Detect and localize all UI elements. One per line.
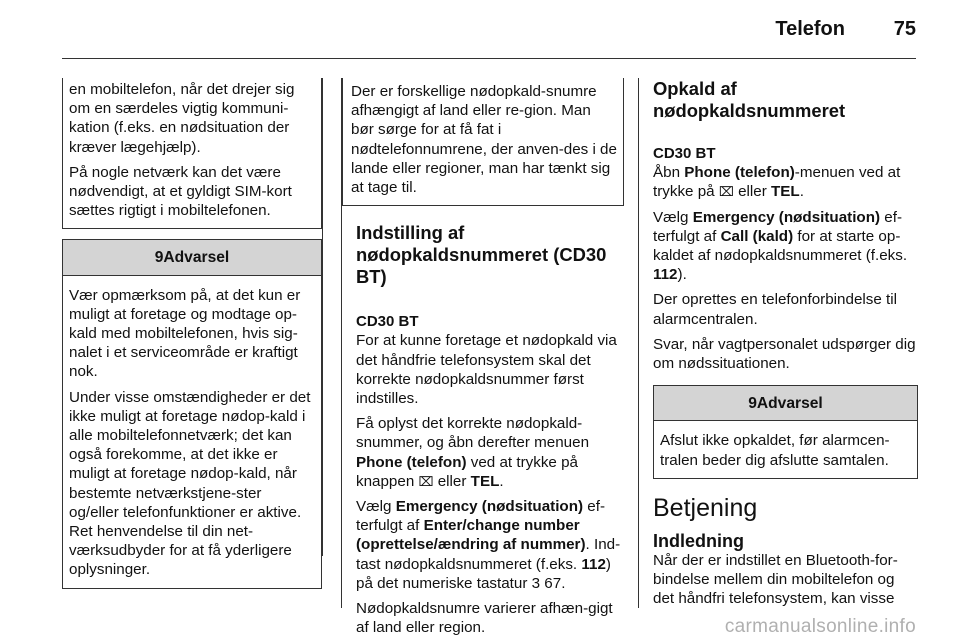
paragraph: Der oprettes en telefonforbindelse til alarmcentralen. xyxy=(653,291,897,328)
paragraph: Vælg Emergency (nødsituation) ef-terfulgt af Call (kald) for at starte op-kaldet af nødopkaldsnummeret (f.eks. 112). xyxy=(653,208,908,284)
warning-box xyxy=(653,385,918,479)
paragraph: Nødopkaldsnumre varierer afhæn-gigt af land eller region. xyxy=(356,600,613,637)
page-header xyxy=(0,0,960,62)
watermark: carmanualsonline.info xyxy=(724,615,916,637)
chapter-heading: Betjening xyxy=(653,493,758,522)
paragraph: Åbn Phone (telefon)-menuen ved at trykke på ⌧ eller TEL. xyxy=(653,164,901,201)
warning-text: Afslut ikke opkaldet, før alarmcen-tralen beder dig afslutte samtalen. xyxy=(660,432,890,469)
header-rule xyxy=(62,58,916,59)
warning-body xyxy=(654,421,917,477)
column-2 xyxy=(351,78,622,643)
paragraph: For at kunne foretage et nødopkald via det håndfrie telefonsystem skal det korrekte nødopkaldsnummer først indstilles. xyxy=(356,332,617,408)
warning-paragraph-1: Vær opmærksom på, at det kun er muligt at foretage og modtage op-kald med mobiltelefonen, hvis sig-nalet i et serviceområde er kraftigt nok. xyxy=(69,286,301,381)
warning-body xyxy=(63,276,321,588)
page-reference-icon: 3 xyxy=(531,574,541,592)
warning-paragraph-2: Under visse omstændigheder er det ikke muligt at foretage nødop-kald i alle mobiltelefonnetværk; det kan også forekomme, at det ikke er muligt at foretage nødop-kald, når bestemte netværkstjene-ster og/eller telefonfunktioner er aktive. Ret henvendelse til din net-værksudbyder for at få yderligere oplysninger. xyxy=(69,388,311,579)
info-box xyxy=(342,78,624,206)
warning-header: 9Advarsel xyxy=(63,240,321,275)
page-title: Telefon xyxy=(775,18,845,40)
page-number: 75 xyxy=(893,18,916,40)
subheading: CD30 BT xyxy=(356,313,419,331)
continued-note-box xyxy=(62,78,322,229)
subheading: CD30 BT xyxy=(653,145,716,162)
subsection-heading: Indledning xyxy=(653,530,744,551)
note-paragraph-2: På nogle netværk kan det være nødvendigt, at et gyldigt SIM-kort sættes rigtigt i mobiltelefonen. xyxy=(69,163,292,220)
column-1 xyxy=(62,78,322,589)
warning-header: 9Advarsel xyxy=(654,386,917,421)
column-divider xyxy=(322,78,323,556)
column-3 xyxy=(653,78,918,614)
paragraph: Få oplyst det korrekte nødopkald-snummer, og åbn derefter menuen Phone (telefon) ved at trykke på knappen ⌧ eller TEL. xyxy=(356,415,590,490)
paragraph: Når der er indstillet en Bluetooth-for-bindelse mellem din mobiltelefon og det håndfri telefonsystem, kan visse xyxy=(653,551,898,608)
note-paragraph-1: en mobiltelefon, når det drejer sig om en særdeles vigtig kommuni- kation (f.eks. en nødsituation der kræver lægehjælp). xyxy=(69,81,295,156)
phone-icon: ⌧ xyxy=(418,473,434,489)
warning-icon: 9 xyxy=(154,249,164,267)
phone-icon: ⌧ xyxy=(718,184,734,200)
paragraph: Vælg Emergency (nødsituation) ef-terfulgt af Enter/change number (oprettelse/ændring af nummer). Ind-tast nødopkaldsnummeret (f.eks. 112) på det numeriske tastatur 3 67. xyxy=(356,498,621,592)
section-heading: Indstilling af nødopkaldsnummeret (CD30 BT) xyxy=(356,222,607,288)
warning-box xyxy=(62,239,322,588)
paragraph: Svar, når vagtpersonalet udspørger dig om nødssituationen. xyxy=(653,335,916,373)
info-box-text: Der er forskellige nødopkald-snumre afhængigt af land eller re-gion. Man bør sørge for at få fat i nødtelefonnumrene, der anven-des i de lande eller regioner, man har tænkt sig at tage til. xyxy=(351,83,617,197)
column-divider xyxy=(638,78,639,608)
warning-icon: 9 xyxy=(748,395,757,413)
section-heading: Opkald af nødopkaldsnummeret xyxy=(653,78,846,121)
